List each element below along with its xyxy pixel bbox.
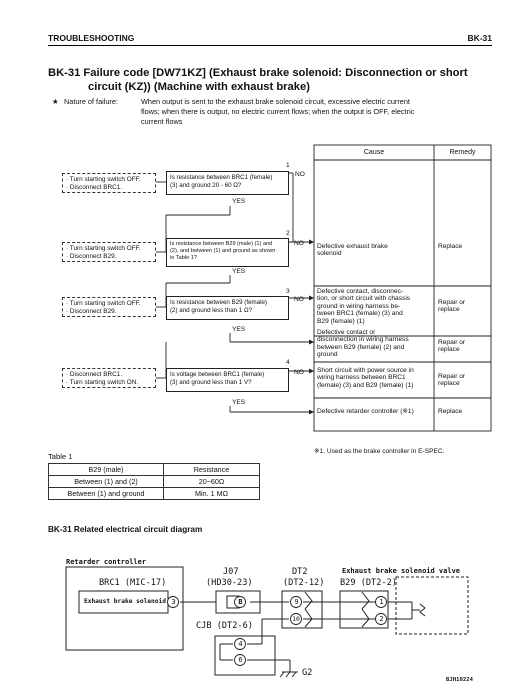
step2-q-2: (2), and between (1) and ground as shown [170, 248, 276, 255]
step2-q-1: Is resistance between B29 (male) (1) and [170, 241, 273, 247]
pin-9: 9 [294, 598, 299, 606]
step2-yes: YES [232, 268, 246, 275]
step1-yes: YES [232, 198, 246, 205]
circuit-heading: BK-31 Related electrical circuit diagram [48, 525, 203, 534]
step3-no: NO [294, 296, 304, 303]
j07-label: J07 [223, 567, 239, 577]
header-right: BK-31 [467, 33, 492, 43]
step2-prep-1: · Turn starting switch OFF. [66, 245, 141, 252]
step4-prep-2: · Turn starting switch ON. [66, 379, 139, 386]
remedy-3-l2: replace [438, 346, 460, 354]
valve-label: Exhaust brake solenoid valve [342, 567, 461, 575]
nature-label: Nature of failure: [64, 97, 118, 106]
step4-q-1: Is voltage between BRC1 (female) [170, 371, 265, 378]
nature-line-3: current flows [141, 117, 183, 126]
step3-yes: YES [232, 326, 246, 333]
cause-5: Defective retarder controller (※1) [317, 408, 414, 415]
brc1-label: BRC1 (MIC-17) [99, 578, 167, 588]
footnote: ※1. Used as the brake controller in E-SPEC. [314, 448, 445, 455]
table-cell: 20~60Ω [164, 476, 260, 488]
step4-q-2: (3) and ground less than 1 V? [170, 378, 252, 386]
step4-no: NO [294, 369, 304, 376]
table-cell: Between (1) and ground [49, 488, 164, 500]
title-line-1: BK-31 Failure code [DW71KZ] (Exhaust brake solenoid: Disconnection or short [48, 67, 468, 79]
pin-6: 6 [238, 656, 243, 664]
table-cell: Between (1) and (2) [49, 476, 164, 488]
col-cause: Cause [363, 149, 385, 156]
star-icon: ★ [52, 97, 59, 106]
pin-10: 10 [292, 615, 300, 623]
remedy-5: Replace [438, 408, 463, 415]
step3-q-2: (2) and ground less than 1 Ω? [170, 306, 253, 314]
cause-3-l1: Defective contact or [317, 329, 376, 336]
header-left: TROUBLESHOOTING [48, 33, 135, 43]
nature-line-1: When output is sent to the exhaust brake solenoid circuit, excessive electric current [141, 97, 410, 106]
step2-no: NO [294, 240, 304, 247]
cause-3-l2: disconnection in wiring harness [317, 336, 409, 344]
cause-2-l3: ground in wiring harness be- [317, 302, 401, 310]
step3-prep-1: · Turn starting switch OFF. [66, 300, 141, 307]
step4-yes: YES [232, 399, 246, 406]
remedy-1: Replace [438, 243, 463, 250]
cause-4-l1: Short circuit with power source in [317, 367, 414, 374]
step2-prep-2: · Disconnect B29. [66, 253, 117, 260]
step1-no: NO [295, 171, 305, 178]
remedy-2-l1: Repair or [438, 299, 466, 306]
step2-number: 2 [286, 230, 290, 237]
pin-3: 3 [171, 598, 176, 606]
step1-prep-1: · Turn starting switch OFF. [66, 176, 141, 183]
pin-2: 2 [379, 615, 384, 623]
step1-q-1: Is resistance between BRC1 (female) [170, 174, 273, 181]
step1-q-2: (3) and ground 20 - 60 Ω? [170, 181, 242, 189]
nature-line-2: flows; when there is output, no electric current flows; when the output is OFF, electric [141, 107, 415, 116]
pin-4: 4 [238, 640, 243, 648]
table-header: B29 (male) [49, 464, 164, 476]
cause-2-l4: tween BRC1 (female) (3) and [317, 310, 403, 318]
cause-2-l2: tion, or short circuit with chassis [317, 295, 411, 303]
cause-1-l2: solenoid [317, 250, 342, 258]
step4-prep-1: · Disconnect BRC1. [66, 371, 123, 378]
step2-q-3: in Table 1? [170, 255, 197, 262]
pin-1: 1 [379, 598, 384, 606]
remedy-3-l1: Repair or [438, 339, 466, 346]
col-remedy: Remedy [449, 149, 476, 156]
figure-code: BJH10224 [446, 677, 473, 683]
step1-prep-2: · Disconnect BRC1. [66, 184, 123, 191]
remedy-2-l2: replace [438, 306, 460, 314]
title-line-2: circuit (KZ)) (Machine with exhaust brake) [88, 81, 310, 93]
retarder-label: Retarder controller [66, 558, 147, 566]
pin-b: B [238, 598, 243, 606]
step4-number: 4 [286, 359, 290, 366]
table-cell: Min. 1 MΩ [164, 488, 260, 500]
step1-number: 1 [286, 162, 290, 169]
j07-type-label: (HD30-23) [206, 578, 253, 588]
solenoid-output-label: Exhaust brake solenoid [84, 598, 166, 605]
cause-3-l4: ground [317, 351, 338, 359]
cause-4-l3: (female) (3) and B29 (female) (1) [317, 381, 414, 389]
table1-caption: Table 1 [48, 452, 73, 461]
cjb-label: CJB (DT2-6) [196, 621, 253, 631]
remedy-4-l1: Repair or [438, 373, 466, 380]
table-header: Resistance [164, 464, 260, 476]
cause-3-l3: between B29 (female) (2) and [317, 343, 405, 351]
cause-1-l1: Defective exhaust brake [317, 243, 388, 250]
cause-2-l5: B29 (female) (1) [317, 317, 365, 325]
cause-4-l2: wiring harness between BRC1 [317, 374, 406, 382]
b29-label: B29 (DT2-2) [340, 578, 397, 588]
cause-2-l1: Defective contact, disconnec- [317, 288, 404, 295]
dt2-type-label: (DT2-12) [283, 578, 325, 588]
remedy-4-l2: replace [438, 380, 460, 388]
ground-label: G2 [302, 668, 313, 678]
dt2-label: DT2 [292, 567, 308, 577]
step3-number: 3 [286, 288, 290, 295]
step3-q-1: Is resistance between B29 (female) [170, 299, 267, 306]
step3-prep-2: · Disconnect B29. [66, 308, 117, 315]
